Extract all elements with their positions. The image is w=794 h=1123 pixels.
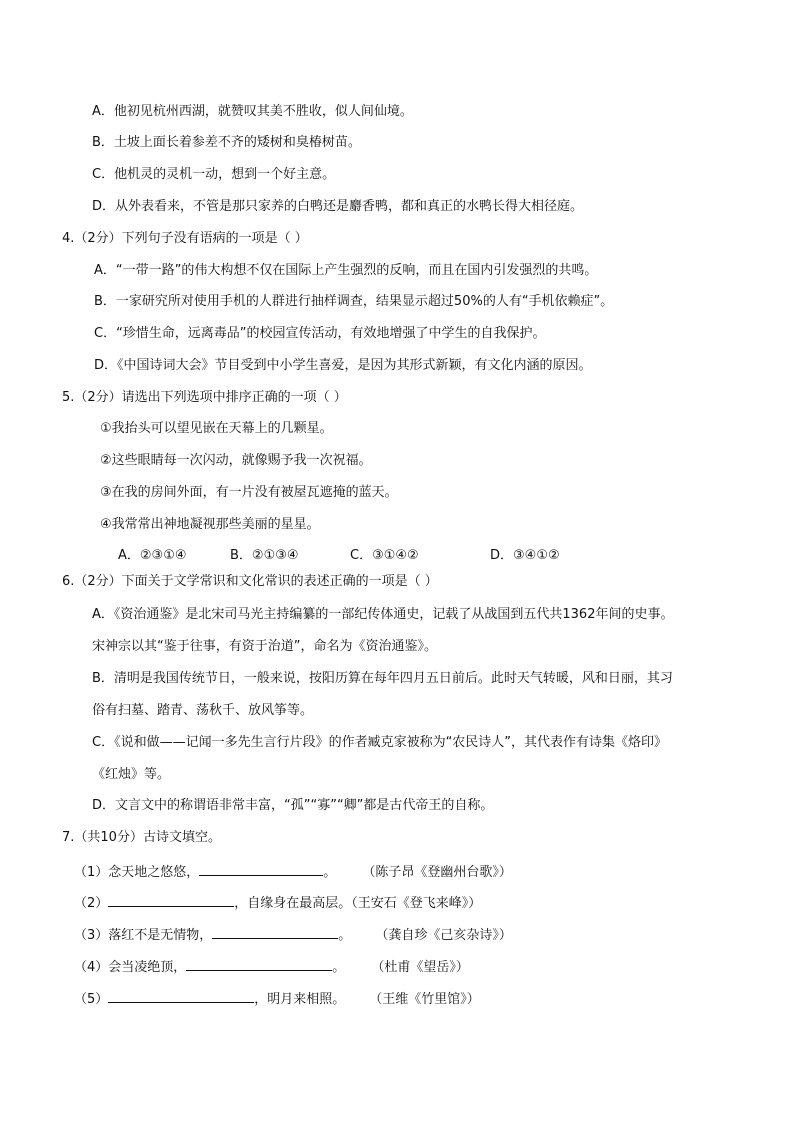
q6-option-a-line2: 宋神宗以其“鉴于往事，有资于治道”，命名为《资治通鉴》。 xyxy=(92,639,437,654)
q7-item-3-before: 落红不是无情物， xyxy=(108,928,213,943)
q7-item-2-source: （王安石《登飞来峰》） xyxy=(351,896,482,911)
q7-item-3-num: （3） xyxy=(74,928,109,943)
q7-item-5-source: （王维《竹里馆》） xyxy=(369,992,480,1007)
q5-choice-a: A．②③①④ xyxy=(118,548,187,563)
q7-item-5-blank[interactable] xyxy=(108,988,254,1003)
q4-option-a: A．“一带一路”的伟大构想不仅在国际上产生强烈的反响，而且在国内引发强烈的共鸣。 xyxy=(94,263,598,278)
q4-option-b: B．一家研究所对使用手机的人群进行抽样调查，结果显示超过50%的人有“手机依赖症”。 xyxy=(94,294,614,309)
q7-item-3-source: （龚自珍《己亥杂诗》） xyxy=(375,928,512,943)
q7-item-4-source: （杜甫《望岳》） xyxy=(371,960,469,975)
q7-item-3-after: 。 xyxy=(338,928,352,943)
q7-item-1 xyxy=(74,861,512,882)
q5-sentence-4: ④我常常出神地凝视那些美丽的星星。 xyxy=(100,517,320,532)
q6-option-c-line2: 《红烛》等。 xyxy=(92,767,171,782)
q7-item-3-blank[interactable] xyxy=(212,924,338,939)
q7-item-1-before: 念天地之悠悠， xyxy=(108,865,200,880)
q7-item-4 xyxy=(74,956,469,977)
q7-item-1-after: 。 xyxy=(323,865,337,880)
q5-choices xyxy=(118,547,560,565)
q7-item-4-after: 。 xyxy=(332,960,346,975)
q7-item-5-after: ，明月来相照。 xyxy=(254,992,346,1007)
q6-option-c-line1: C．《说和做——记闻一多先生言行片段》的作者臧克家被称为“农民诗人”，其代表作有诗集《烙印》 xyxy=(92,735,668,750)
q4-option-d: D．《中国诗词大会》节目受到中小学生喜爱，是因为其形式新颖，有文化内涵的原因。 xyxy=(94,358,592,373)
q4-stem: 4.（2分）下列句子没有语病的一项是（ ） xyxy=(62,231,308,246)
q5-choice-c: C．③①④② xyxy=(350,548,419,563)
q5-sentence-1: ①我抬头可以望见嵌在天幕上的几颗星。 xyxy=(100,421,333,436)
q5-sentence-2: ②这些眼睛每一次闪动，就像赐予我一次祝福。 xyxy=(100,453,372,468)
q7-item-4-before: 会当凌绝顶， xyxy=(108,960,187,975)
q7-item-4-blank[interactable] xyxy=(186,956,332,971)
q5-stem: 5.（2分）请选出下列选项中排序正确的一项（ ） xyxy=(62,390,347,405)
q6-stem: 6.（2分）下面关于文学常识和文化常识的表述正确的一项是（ ） xyxy=(62,574,438,589)
q7-item-2 xyxy=(74,892,481,913)
q6-option-b-line2: 俗有扫墓、踏青、荡秋千、放风筝等。 xyxy=(92,703,314,718)
q6-option-b-line1: B．清明是我国传统节日，一般来说，按阳历算在每年四月五日前后。此时天气转暖，风和日丽，其习 xyxy=(92,671,673,686)
q7-item-4-num: （4） xyxy=(74,960,109,975)
q7-item-5-num: （5） xyxy=(74,992,109,1007)
q3-option-b: B．土坡上面长着参差不齐的矮树和臭椿树苗。 xyxy=(92,135,361,150)
q4-option-c: C．“珍惜生命，远离毒品”的校园宣传活动，有效地增强了中学生的自我保护。 xyxy=(94,326,546,341)
q3-option-d: D．从外表看来，不管是那只家养的白鸭还是麝香鸭，都和真正的水鸭长得大相径庭。 xyxy=(92,199,584,214)
q7-item-1-num: （1） xyxy=(74,865,109,880)
q7-item-2-after: ，自缘身在最高层。 xyxy=(234,896,352,911)
q7-item-5 xyxy=(74,988,480,1009)
q3-option-a: A．他初见杭州西湖，就赞叹其美不胜收，似人间仙境。 xyxy=(92,104,413,119)
q5-choice-d: D．③④①② xyxy=(490,548,560,563)
q5-choice-b: B．②①③④ xyxy=(230,548,299,563)
q6-option-d: D．文言文中的称谓语非常丰富，“孤”“寡”“卿”都是古代帝王的自称。 xyxy=(92,798,494,813)
q7-item-3 xyxy=(74,924,512,945)
q7-item-1-blank[interactable] xyxy=(199,861,323,876)
q7-item-1-source: （陈子昂《登幽州台歌》） xyxy=(362,865,512,880)
q3-option-c: C．他机灵的灵机一动，想到一个好主意。 xyxy=(92,167,336,182)
q6-option-a-line1: A．《资治通鉴》是北宋司马光主持编纂的一部纪传体通史，记载了从战国到五代共1362年间的史事。 xyxy=(92,607,674,622)
q7-item-2-num: （2） xyxy=(74,896,109,911)
q7-stem: 7.（共10分）古诗文填空。 xyxy=(62,830,221,845)
q5-sentence-3: ③在我的房间外面，有一片没有被屋瓦遮掩的蓝天。 xyxy=(100,485,398,500)
q7-item-2-blank[interactable] xyxy=(108,892,234,907)
